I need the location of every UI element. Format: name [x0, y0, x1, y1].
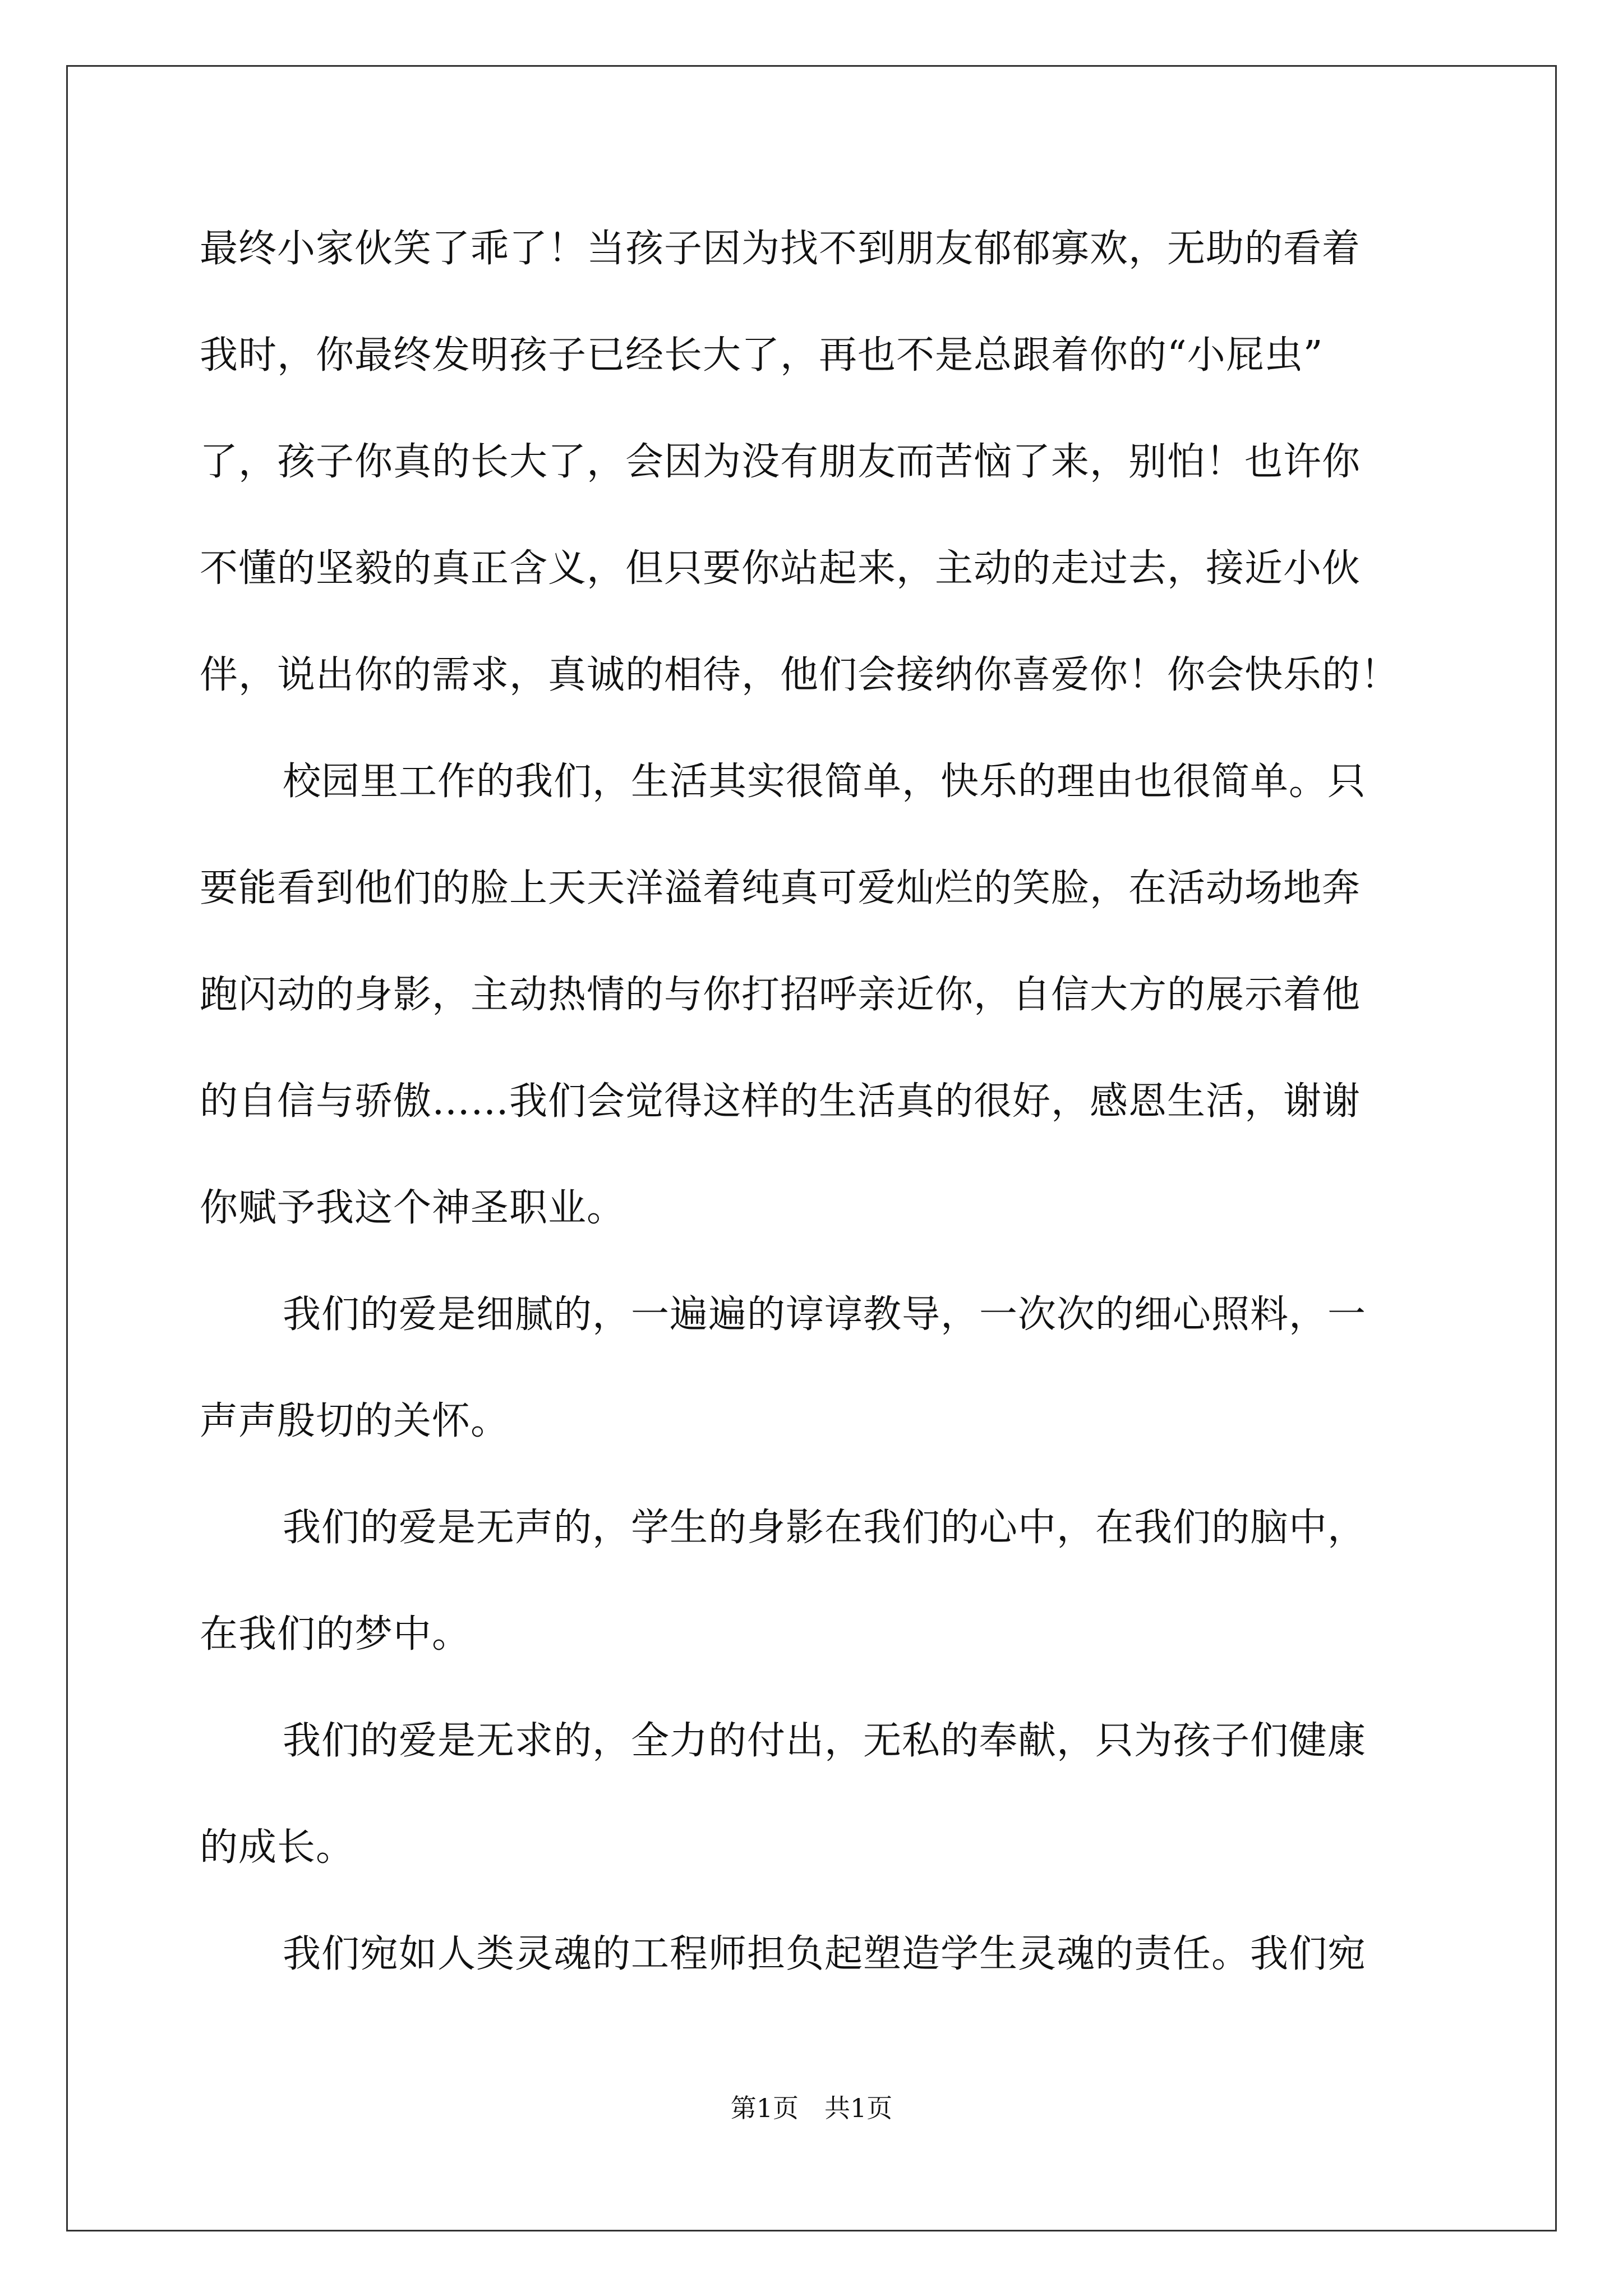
- text-line: 我们的爱是细腻的，一遍遍的谆谆教导，一次次的细心照料，一: [283, 1292, 1367, 1337]
- text-line: 伴，说出你的需求，真诚的相待，他们会接纳你喜爱你！你会快乐的！: [200, 653, 1400, 697]
- text-line: 我时，你最终发明孩子已经长大了，再也不是总跟着你的“小屁虫”: [200, 333, 1324, 378]
- text-line: 声声殷切的关怀。: [200, 1399, 510, 1443]
- page-total: 共1页: [824, 2093, 893, 2123]
- text-line: 最终小家伙笑了乖了！当孩子因为找不到朋友郁郁寡欢，无助的看着: [200, 227, 1361, 271]
- text-line: 跑闪动的身影，主动热情的与你打招呼亲近你，自信大方的展示着他: [200, 973, 1361, 1017]
- text-line: 我们的爱是无声的，学生的身影在我们的心中，在我们的脑中，: [283, 1506, 1367, 1550]
- page-number: 第1页: [730, 2093, 799, 2123]
- text-line: 你赋予我这个神圣职业。: [200, 1186, 626, 1230]
- text-line: 我们的爱是无求的，全力的付出，无私的奉献，只为孩子们健康: [283, 1719, 1367, 1763]
- text-line: 在我们的梦中。: [200, 1612, 471, 1657]
- text-line: 校园里工作的我们，生活其实很简单，快乐的理由也很简单。只: [283, 760, 1367, 804]
- text-line: 要能看到他们的脸上天天洋溢着纯真可爱灿烂的笑脸，在活动场地奔: [200, 866, 1361, 910]
- text-line: 了，孩子你真的长大了，会因为没有朋友而苦恼了来，别怕！也许你: [200, 440, 1361, 484]
- text-line: 的自信与骄傲……我们会觉得这样的生活真的很好，感恩生活，谢谢: [200, 1079, 1361, 1124]
- text-line: 的成长。: [200, 1825, 355, 1870]
- page-border: [66, 65, 1557, 2231]
- text-line: 不懂的坚毅的真正含义，但只要你站起来，主动的走过去，接近小伙: [200, 546, 1361, 591]
- text-line: 我们宛如人类灵魂的工程师担负起塑造学生灵魂的责任。我们宛: [283, 1932, 1367, 1976]
- page-footer: [0, 2092, 1623, 2124]
